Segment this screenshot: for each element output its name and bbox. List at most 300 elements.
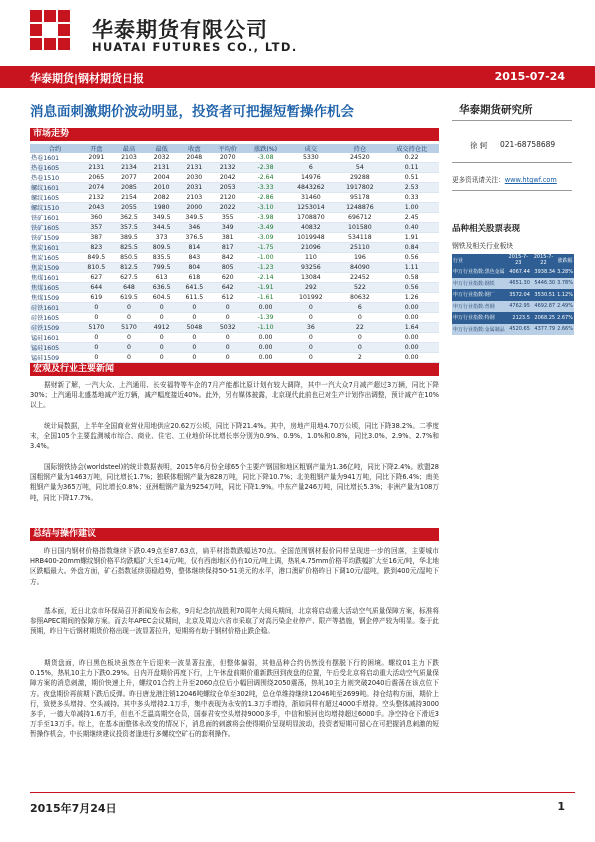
table-cell: 0.58 (384, 273, 439, 283)
table-cell: 0 (80, 343, 113, 353)
contract-name: 热卷1605 (30, 163, 80, 173)
table-cell: 0 (145, 303, 178, 313)
table-cell: 2131 (145, 163, 178, 173)
contract-name: 焦炭1509 (30, 263, 80, 273)
table-header-row (30, 144, 439, 153)
table-cell: 648 (113, 283, 146, 293)
table-cell: -1.10 (245, 323, 287, 333)
table-cell: 2042 (211, 173, 245, 183)
table-cell: 1980 (145, 203, 178, 213)
table-cell: 2123.5 (506, 312, 531, 324)
stock-table (452, 254, 574, 335)
table-cell: 0 (80, 333, 113, 343)
table-cell: 0 (178, 333, 211, 343)
table-cell: 2103 (178, 193, 211, 203)
logo-square (30, 24, 42, 36)
table-cell: 14976 (286, 173, 335, 183)
table-cell: 805 (211, 263, 245, 273)
table-cell: 0.00 (245, 333, 287, 343)
column-header: 涨跌幅 (556, 254, 574, 266)
table-cell: 0 (178, 343, 211, 353)
divider (452, 190, 572, 191)
table-cell: -3.49 (245, 223, 287, 233)
table-cell: 292 (286, 283, 335, 293)
table-cell: 604.5 (145, 293, 178, 303)
industry-name: 申万行业指数:金属制品 (452, 324, 506, 336)
table-cell: 0 (113, 343, 146, 353)
table-cell: 0 (145, 343, 178, 353)
table-row (30, 323, 439, 333)
footer-date: 2015年7月24日 (30, 802, 117, 815)
contract-name: 硅铁1601 (30, 303, 80, 313)
table-cell: 618 (178, 273, 211, 283)
table-cell: 2.66% (556, 324, 574, 336)
table-cell: 2068.25 (531, 312, 556, 324)
table-cell: 355 (211, 213, 245, 223)
table-cell: 2120 (211, 193, 245, 203)
table-cell: 54 (335, 163, 384, 173)
table-cell: 823 (80, 243, 113, 253)
table-row (30, 253, 439, 263)
table-cell: 0 (178, 303, 211, 313)
table-cell: 3.28% (556, 266, 574, 278)
table-cell: 2134 (113, 163, 146, 173)
table-cell: -1.00 (245, 253, 287, 263)
table-cell: 1917802 (335, 183, 384, 193)
table-cell: 814 (178, 243, 211, 253)
table-row (30, 353, 439, 363)
table-cell: 357 (80, 223, 113, 233)
table-cell: 1.64 (384, 323, 439, 333)
contract-name: 硅铁1509 (30, 323, 80, 333)
table-cell: 2154 (113, 193, 146, 203)
table-cell: 0.00 (245, 343, 287, 353)
table-row (30, 223, 439, 233)
macro-paragraph: 国际钢铁协会(worldsteel)的统计数据表明，2015年6月份全球65个主要产钢国和地区粗钢产量为1.36亿吨，同比下降2.4%。欧盟28国粗钢产量为1463万吨，同比增长1.7%；独联体粗钢产量为828万吨，同比下降10.7%；北美粗钢产量为941万吨，同比下降6.4%；南美粗钢产量为365万吨，同比增长0.8%；亚洲粗钢产量为9254万吨，同比下降1.9%。中东产量246万吨，同比增长5.3%；非洲产量为108万吨，同比下降17.7%。 (30, 463, 439, 502)
table-cell: 2070 (211, 153, 245, 163)
table-cell: 84090 (335, 263, 384, 273)
table-cell: -1.91 (245, 283, 287, 293)
table-cell: 636.5 (145, 283, 178, 293)
column-header: 持仓 (335, 144, 384, 153)
column-header: 成交持仓比 (384, 144, 439, 153)
table-cell: 29288 (335, 173, 384, 183)
table-cell: 0.84 (384, 243, 439, 253)
column-header: 成交 (286, 144, 335, 153)
table-cell: 24520 (335, 153, 384, 163)
table-cell: 0 (286, 333, 335, 343)
table-cell: 534118 (335, 233, 384, 243)
table-row (30, 313, 439, 323)
table-cell: 4520.65 (506, 324, 531, 336)
logo-square (58, 10, 70, 22)
macro-paragraph: 统计局数据，上半年全国商业营业用地供应20.62万公顷，同比下降21.4%。其中，房地产用地4.70万公顷，同比下降38.2%。二季度末，全国105个主要监测城市综合、商业、住宅、工业地价环比增长率分别为0.9%、0.9%、1.0%和0.8%，同比3.0%、2.9%、2.7%和3.4%。 (30, 422, 439, 451)
table-cell: 812.5 (113, 263, 146, 273)
table-cell: 843 (178, 253, 211, 263)
report-header-bar (0, 66, 595, 88)
table-row (452, 324, 574, 336)
table-cell: -2.14 (245, 273, 287, 283)
table-row (30, 173, 439, 183)
table-cell: 3938.34 (531, 266, 556, 278)
table-row (30, 293, 439, 303)
analyst-name: 徐 轲 (470, 141, 488, 150)
table-row (30, 343, 439, 353)
brand-name-cn: 华泰期货有限公司 (92, 18, 268, 42)
table-cell: 817 (211, 243, 245, 253)
table-cell: 349.5 (145, 213, 178, 223)
table-cell: 387 (80, 233, 113, 243)
table-cell: 2.45 (384, 213, 439, 223)
table-cell: 0.00 (384, 313, 439, 323)
table-cell: 2.67% (556, 312, 574, 324)
contract-name: 热卷1601 (30, 153, 80, 163)
table-cell: 346 (178, 223, 211, 233)
table-cell: 0 (286, 353, 335, 363)
column-header: 2015-7-22 (531, 254, 556, 266)
table-row (30, 203, 439, 213)
table-row (30, 283, 439, 293)
divider (452, 120, 572, 121)
table-row (452, 266, 574, 278)
logo-square (30, 10, 42, 22)
table-cell: 0 (145, 353, 178, 363)
table-row (30, 273, 439, 283)
table-cell: 0 (178, 353, 211, 363)
table-cell: 0.33 (384, 193, 439, 203)
report-date: 2015-07-24 (494, 70, 565, 83)
table-cell: 1248876 (335, 203, 384, 213)
table-cell: 611.5 (178, 293, 211, 303)
table-cell: -2.64 (245, 173, 287, 183)
logo-square (58, 24, 70, 36)
contract-name: 焦炭1605 (30, 253, 80, 263)
table-cell: 3.78% (556, 278, 574, 290)
column-header: 最低 (145, 144, 178, 153)
research-institute: 华泰期货研究所 (459, 104, 533, 116)
table-cell: -2.38 (245, 163, 287, 173)
table-cell: 0 (113, 353, 146, 363)
contract-name: 铁矿1601 (30, 213, 80, 223)
table-row (30, 193, 439, 203)
table-cell: 849.5 (80, 253, 113, 263)
table-cell: 1.11 (384, 263, 439, 273)
table-cell: 5330 (286, 153, 335, 163)
table-cell: 349.5 (178, 213, 211, 223)
table-cell: 22452 (335, 273, 384, 283)
divider (452, 162, 572, 163)
table-row (30, 233, 439, 243)
table-cell: 0 (145, 313, 178, 323)
table-cell: 21096 (286, 243, 335, 253)
table-row (452, 312, 574, 324)
table-cell: 101580 (335, 223, 384, 233)
table-cell: 810.5 (80, 263, 113, 273)
table-cell: 0 (113, 313, 146, 323)
table-cell: 2043 (80, 203, 113, 213)
table-row (30, 243, 439, 253)
report-type: 华泰期货|钢材期货日报 (30, 72, 145, 85)
table-cell: -3.10 (245, 203, 287, 213)
industry-name: 申万行业指数:特钢 (452, 312, 506, 324)
table-cell: 0.00 (384, 353, 439, 363)
table-cell: 362.5 (113, 213, 146, 223)
table-cell: 627.5 (113, 273, 146, 283)
table-cell: 2082 (145, 193, 178, 203)
summary-paragraph: 基本面，近日北京市环保局召开新闻发布会称，9月纪念抗战胜利70周年大阅兵期间，北京将启动重大活动空气质量保障方案，标准将参照APEC期间的保障方案。而去年APEC会议期间，北京及周边六省市采取了对高污染企业停产、限产等措施，钢企停产较为明显。鉴于此预期，昨日午后钢材期货价格出现一波显著拉升，短期将有助于钢材价格止跌企稳。 (30, 607, 439, 636)
table-cell: 2.53 (384, 183, 439, 193)
contract-name: 锰硅1509 (30, 353, 80, 363)
table-cell: 0 (80, 313, 113, 323)
table-cell: 6 (335, 303, 384, 313)
column-header: 收盘 (178, 144, 211, 153)
section-market (30, 128, 439, 141)
contract-name: 铁矿1509 (30, 233, 80, 243)
logo-square (44, 38, 56, 50)
table-cell: 344.5 (145, 223, 178, 233)
table-cell: 0 (145, 333, 178, 343)
table-cell: 31460 (286, 193, 335, 203)
table-cell: 2032 (145, 153, 178, 163)
table-cell: 619.5 (113, 293, 146, 303)
table-cell: 0.00 (384, 343, 439, 353)
table-cell: 696712 (335, 213, 384, 223)
table-cell: 36 (286, 323, 335, 333)
table-cell: 4912 (145, 323, 178, 333)
table-cell: 40832 (286, 223, 335, 233)
contract-name: 焦煤1601 (30, 273, 80, 283)
table-cell: -3.98 (245, 213, 287, 223)
table-row (30, 183, 439, 193)
table-cell: 1708870 (286, 213, 335, 223)
table-cell: 0.11 (384, 163, 439, 173)
table-cell: 2.49% (556, 301, 574, 313)
table-cell: 2004 (145, 173, 178, 183)
table-cell: 4762.95 (506, 301, 531, 313)
section-summary (30, 528, 439, 541)
column-header: 涨跌(%) (245, 144, 287, 153)
table-row (30, 303, 439, 313)
table-cell: -1.23 (245, 263, 287, 273)
table-cell: 0 (335, 333, 384, 343)
table-cell: -3.33 (245, 183, 287, 193)
table-cell: 2048 (178, 153, 211, 163)
summary-paragraph: 昨日国内钢材价格指数继续下跌0.49点至87.63点，扁平材指数跌幅达70点。全国范围钢材报价同样呈现进一步的回落，主要城市HRB400-20mm螺纹钢价格平均跌幅扩大至14元/吨，仅有西南地区仍有10元/吨上调，热轧4.75mm价格平均跌幅扩大至16元/吨，华北地区跌幅最大。外盘方面，矿石指数延续弱稳趋势，整体继续保持50-51美元的水平，港口澳矿价格昨日下调10元/湿吨，跌到400元/湿吨下方。 (30, 547, 439, 586)
contract-name: 铁矿1605 (30, 223, 80, 233)
table-cell: 376.5 (178, 233, 211, 243)
table-cell: 0 (335, 343, 384, 353)
table-cell: 3530.51 (531, 289, 556, 301)
table-cell: 5048 (178, 323, 211, 333)
table-cell: 0 (113, 303, 146, 313)
table-cell: 2103 (113, 153, 146, 163)
table-cell: 22 (335, 323, 384, 333)
table-cell: 1019948 (286, 233, 335, 243)
table-row (30, 333, 439, 343)
table-cell: 644 (80, 283, 113, 293)
table-cell: 4651.30 (506, 278, 531, 290)
table-cell: 1.12% (556, 289, 574, 301)
column-header: 平均价 (211, 144, 245, 153)
contract-name: 焦煤1605 (30, 283, 80, 293)
more-info (452, 174, 557, 184)
table-cell: 2085 (113, 183, 146, 193)
table-cell: 101992 (286, 293, 335, 303)
table-cell: 2053 (211, 183, 245, 193)
table-cell: 809.5 (145, 243, 178, 253)
table-cell: 5032 (211, 323, 245, 333)
contract-name: 焦煤1509 (30, 293, 80, 303)
table-cell: 6 (286, 163, 335, 173)
table-cell: 25110 (335, 243, 384, 253)
logo-square (30, 38, 42, 50)
industry-name: 申万行业指数:钢铁 (452, 278, 506, 290)
table-cell: 2 (335, 353, 384, 363)
table-cell: 0 (286, 343, 335, 353)
industry-name: 申万行业指数:普钢 (452, 301, 506, 313)
logo-square (58, 38, 70, 50)
industry-name: 申万行业指数:钢厂 (452, 289, 506, 301)
summary-paragraph: 期货盘面，昨日黑色板块虽然在午后迎来一波显著拉涨，但整体偏弱，其他品种合约仍然没有摆脱下行的困境。螺纹01主力下跌0.15%，热轧10主力下跌0.29%。日内开盘期价再度下行，上午休盘前期价重新跌回到夜盘的位置，午后受北京将启动重大活动空气质量保障方案的消息刺激，期价快速上升，螺纹01合约上升至2060点位后小幅回调围绕2050震荡，热轧10主力则突破2040后震荡在该点位下方。夜盘期价再前期下跌后反弹。昨日唐龙港注销12046吨螺纹仓单至302吨，总仓单维持继续12046吨至2699吨。持仓结构方面，期价上行，致使多头增持、空头减持。其中多头增持2.1万手，集中表现为永安的1.3万手增持，浙如同样有超过4000手增持。空头整体减持3000多手，一德大单减持1.6万手，但也不乏温高期空仓员，国泰君安空头增持9000多手，中信和银河也均增持超过6000手。净空持仓下滑近3万手至13万手。综上，在基本面整体永改变的情况下，消息面的刺激将会使得期价呈现明显波动，投资者短期可留心在可把握消息刺激的短暂操作机会，中长期继续建议投资者逢进行多螺纹空矿石的套利操作。 (30, 659, 439, 739)
logo-square (44, 10, 56, 22)
table-cell: 0 (80, 353, 113, 363)
table-cell: 2065 (80, 173, 113, 183)
table-header-row (452, 254, 574, 266)
table-cell: 835.5 (145, 253, 178, 263)
table-cell: 804 (178, 263, 211, 273)
table-cell: 2055 (113, 203, 146, 213)
more-info-label: 更多资讯请关注： (452, 176, 505, 184)
table-row (30, 153, 439, 163)
table-cell: 0 (80, 303, 113, 313)
table-cell: 619 (80, 293, 113, 303)
table-cell: 620 (211, 273, 245, 283)
table-cell: 2000 (178, 203, 211, 213)
table-cell: 1.00 (384, 203, 439, 213)
column-header: 行业 (452, 254, 506, 266)
contract-name: 热卷1510 (30, 173, 80, 183)
table-cell: 5170 (80, 323, 113, 333)
company-logo (30, 10, 82, 54)
table-row (30, 263, 439, 273)
table-cell: 850.5 (113, 253, 146, 263)
table-cell: -2.86 (245, 193, 287, 203)
table-cell: 799.5 (145, 263, 178, 273)
table-cell: 0 (211, 353, 245, 363)
column-header: 合约 (30, 144, 80, 153)
table-cell: 0.56 (384, 253, 439, 263)
report-title: 消息面刺激期价波动明显，投资者可把握短暂操作机会 (30, 104, 354, 120)
table-cell: 196 (335, 253, 384, 263)
table-row (30, 163, 439, 173)
table-cell: 80632 (335, 293, 384, 303)
table-cell: 2030 (178, 173, 211, 183)
table-cell: 2022 (211, 203, 245, 213)
table-cell: 0 (211, 333, 245, 343)
table-cell: 641.5 (178, 283, 211, 293)
website-link[interactable]: www.htgwf.com (504, 176, 557, 184)
table-cell: 0.00 (245, 303, 287, 313)
macro-paragraph: 据财新了解，一汽大众、上汽通用、长安福特等车企的7月产能都比原计划有较大调降，其中一汽大众7月减产超过3万辆，同比下降30%；上汽通用北盛基地减产近万辆，减产幅度接近40%。此外，另有媒体披露，北京现代此前也已对生产计划作出调整，预计减产在10%以上。 (30, 381, 439, 410)
table-cell: 0.00 (245, 353, 287, 363)
table-cell: 0 (286, 303, 335, 313)
page-number: 1 (557, 800, 565, 813)
table-cell: 1.26 (384, 293, 439, 303)
column-header: 最高 (113, 144, 146, 153)
section-title: 总结与操作建议 (33, 529, 97, 539)
contract-name: 锰硅1605 (30, 343, 80, 353)
table-cell: 613 (145, 273, 178, 283)
table-cell: 3572.04 (506, 289, 531, 301)
table-cell: 0 (178, 313, 211, 323)
table-cell: 0.51 (384, 173, 439, 183)
table-cell: 4067.44 (506, 266, 531, 278)
table-cell: 110 (286, 253, 335, 263)
table-cell: 4377.79 (531, 324, 556, 336)
table-cell: 381 (211, 233, 245, 243)
stock-section-subtitle: 钢铁及相关行业板块 (452, 242, 514, 250)
table-cell: 360 (80, 213, 113, 223)
section-title: 宏观及行业主要新闻 (33, 364, 115, 374)
table-cell: 4692.87 (531, 301, 556, 313)
table-cell: 5446.30 (531, 278, 556, 290)
table-cell: -3.09 (245, 233, 287, 243)
table-cell: 5170 (113, 323, 146, 333)
table-cell: 0 (335, 313, 384, 323)
table-cell: 522 (335, 283, 384, 293)
table-row (452, 278, 574, 290)
table-cell: 349 (211, 223, 245, 233)
table-cell: 389.5 (113, 233, 146, 243)
table-cell: 0 (211, 313, 245, 323)
table-cell: 2091 (80, 153, 113, 163)
table-cell: 13084 (286, 273, 335, 283)
table-cell: 0 (211, 343, 245, 353)
table-cell: -1.39 (245, 313, 287, 323)
table-cell: -1.75 (245, 243, 287, 253)
table-cell: 627 (80, 273, 113, 283)
table-row (452, 301, 574, 313)
table-row (452, 289, 574, 301)
industry-name: 申万行业指数:黑色金属 (452, 266, 506, 278)
table-cell: 0.56 (384, 283, 439, 293)
table-cell: 0.22 (384, 153, 439, 163)
table-cell: 4843262 (286, 183, 335, 193)
table-cell: 642 (211, 283, 245, 293)
table-cell: 2131 (80, 163, 113, 173)
table-cell: 2010 (145, 183, 178, 193)
contract-name: 锰硅1601 (30, 333, 80, 343)
table-cell: 0 (113, 333, 146, 343)
contract-name: 焦炭1601 (30, 243, 80, 253)
table-cell: 612 (211, 293, 245, 303)
stock-section-title: 品种相关股票表现 (452, 224, 521, 234)
table-cell: 2031 (178, 183, 211, 193)
table-cell: -1.61 (245, 293, 287, 303)
table-cell: 357.5 (113, 223, 146, 233)
table-cell: 0.00 (384, 303, 439, 313)
contract-name: 螺纹1510 (30, 203, 80, 213)
contract-name: 螺纹1601 (30, 183, 80, 193)
table-row (30, 213, 439, 223)
contract-name: 螺纹1605 (30, 193, 80, 203)
table-cell: 373 (145, 233, 178, 243)
table-cell: 0.00 (384, 333, 439, 343)
table-cell: 2077 (113, 173, 146, 183)
section-macro (30, 363, 439, 376)
contract-name: 硅铁1605 (30, 313, 80, 323)
column-header: 2015-7-23 (506, 254, 531, 266)
